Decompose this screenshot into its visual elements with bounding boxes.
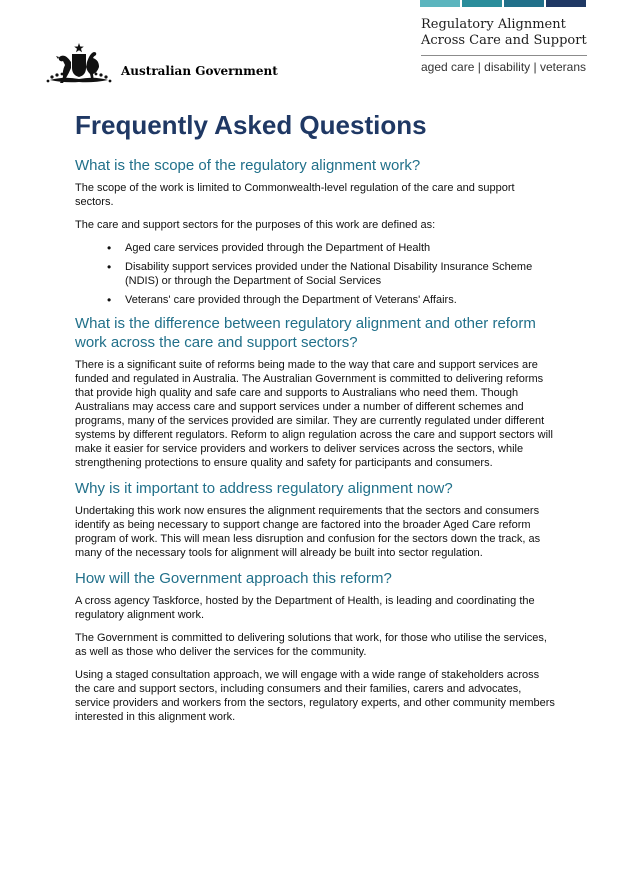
paragraph: Using a staged consultation approach, we will engage with a wide range of stakeholders across the care and support sectors, including consumers and their families, carers and advocates, service providers and workers from the sectors, regulatory experts, and other community members interested in this alignment work. [75,669,555,723]
list-item: • Veterans' care provided through the Department of Veterans' Affairs. [125,293,555,307]
brand-line-2: Across Care and Support [421,33,587,48]
faq-section-why-now [75,479,555,560]
faq-section-difference [75,314,555,470]
paragraph: The Government is committed to delivering solutions that work, for those who utilise the services, as well as those who deliver the services for the community. [75,632,547,658]
section-heading: What is the difference between regulatory alignment and other reform work across the care and support sectors? [75,315,536,351]
program-brand [421,17,621,74]
faq-section-scope [75,156,555,307]
section-heading: How will the Government approach this reform? [75,570,392,587]
paragraph: The care and support sectors for the purposes of this work are defined as: [75,219,436,231]
color-bar-4 [546,0,586,7]
section-heading: Why is it important to address regulatory alignment now? [75,480,453,497]
list-item: • Aged care services provided through the Department of Health [125,241,555,255]
government-wordmark: Australian Government [121,64,278,78]
faq-section-approach [75,569,555,724]
list-item: • Disability support services provided under the National Disability Insurance Scheme (NDIS) or through the Department of Social Services [125,260,555,288]
paragraph: A cross agency Taskforce, hosted by the Department of Health, is leading and coordinating the regulatory alignment work. [75,595,535,621]
color-bar-1 [420,0,460,7]
brand-line-1: Regulatory Alignment [421,17,566,32]
header-color-bars [420,0,586,7]
paragraph: Undertaking this work now ensures the alignment requirements that the sectors and consumers identify as being necessary to support change are factored into the broader Aged Care reform program of work. This will mean less disruption and confusion for the sectors down the track, as many of the necessary tools for alignment will already be built into sector regulation. [75,505,541,559]
coat-of-arms-icon [44,42,114,86]
paragraph: The scope of the work is limited to Commonwealth-level regulation of the care and support sectors. [75,182,515,208]
brand-tagline: aged care | disability | veterans [421,60,586,74]
sector-list [75,241,555,307]
brand-divider [421,55,587,56]
paragraph: There is a significant suite of reforms being made to the way that care and support services are funded and regulated in Australia. The Australian Government is committed to delivering reforms that provide high quality and safe care and supports to Australians who need them. Though Australians may access care and support services under a number of different schemes and programs, many of the services provided are similar. They are currently regulated under different systems by different regulators. Reform to align regulation across the care and support sectors will make it easier for service providers and workers to deliver services across the sectors, while strengthening protections to ensure quality and safety for participants and consumers. [75,359,553,469]
faq-document [75,108,555,733]
color-bar-3 [504,0,544,7]
color-bar-2 [462,0,502,7]
section-heading: What is the scope of the regulatory alignment work? [75,157,421,174]
page-title: Frequently Asked Questions [75,110,427,140]
